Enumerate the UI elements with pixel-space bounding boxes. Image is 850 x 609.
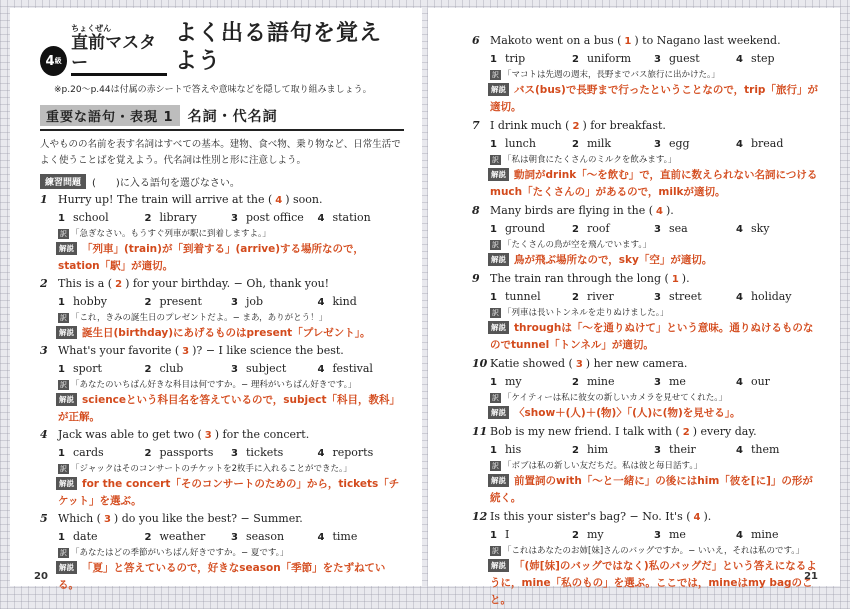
translation-label: 訳 [492, 71, 499, 79]
question-sentence [472, 508, 818, 526]
translation [472, 68, 818, 82]
choice-option: 1 sport [58, 362, 102, 375]
choice-row [40, 360, 404, 378]
choice-option: 3 guest [654, 52, 700, 65]
choice-option: 4 them [736, 443, 780, 456]
right-page [428, 8, 840, 606]
question-sentence [472, 270, 818, 288]
section-title: 名詞・代名詞 [187, 108, 278, 125]
translation-text: 「これ，きみの誕生日のプレゼントだよ。− まあ，ありがとう！」 [71, 313, 328, 323]
translation-label: 訳 [492, 462, 499, 470]
choice-row [472, 135, 818, 153]
translation [472, 459, 818, 473]
explanation-label: 解説 [488, 474, 509, 487]
choice-option: 1 hobby [58, 295, 107, 308]
translation-label: 訳 [492, 241, 499, 249]
choice-option: 2 my [572, 528, 604, 541]
explanation-text: scienceという科目名を答えているので，subject「科目，教科」が正解。 [58, 394, 401, 423]
question-sentence [472, 117, 818, 135]
choice-option: 3 their [654, 443, 696, 456]
question-text-after: ) her new camera. [585, 357, 688, 370]
page-number-right: 21 [804, 571, 818, 582]
choice-option: 1 lunch [490, 137, 536, 150]
choice-option: 1 trip [490, 52, 526, 65]
page-number-left: 20 [34, 571, 48, 582]
question-item [472, 202, 818, 269]
explanation [472, 252, 818, 269]
choice-option: 3 subject [231, 362, 287, 375]
answer-number: 1 [624, 36, 632, 47]
question-text-after: ) every day. [692, 425, 757, 438]
explanation-label: 解説 [56, 477, 77, 490]
explanation-label: 解説 [488, 406, 509, 419]
choice-option: 3 tickets [231, 446, 284, 459]
translation-text: 「私は朝食にたくさんのミルクを飲みます。」 [503, 155, 677, 165]
translation [472, 544, 818, 558]
explanation-label: 解説 [488, 168, 509, 181]
choice-option: 4 our [736, 375, 770, 388]
choice-row [472, 50, 818, 68]
choice-row [472, 373, 818, 391]
question-number: 2 [40, 277, 48, 290]
left-page [10, 8, 422, 591]
choice-option: 2 roof [572, 222, 610, 235]
explanation [40, 476, 404, 510]
translation-text: 「ケイティーは私に彼女の新しいカメラを見せてくれた。」 [503, 393, 727, 403]
explanation-label: 解説 [488, 321, 509, 334]
question-item [40, 426, 404, 510]
translation-label: 訳 [492, 156, 499, 164]
question-text-before: Which ( [58, 512, 101, 525]
choice-row [472, 288, 818, 306]
choice-option: 2 milk [572, 137, 612, 150]
translation-label: 訳 [492, 394, 499, 402]
choice-row [40, 528, 404, 546]
translation [472, 391, 818, 405]
choice-row [472, 220, 818, 238]
answer-number: 4 [656, 206, 664, 217]
translation-text: 「あなたはどの季節がいちばん好きですか。− 夏です。」 [71, 548, 289, 558]
choice-option: 2 club [144, 362, 184, 375]
question-sentence [472, 355, 818, 373]
question-sentence [472, 32, 818, 50]
explanation-text: 「列車」(train)が「到着する」(arrive)する場所なので，station「駅」が適切。 [58, 243, 364, 272]
question-item [472, 270, 818, 354]
question-text-before: Bob is my new friend. I talk with ( [490, 425, 680, 438]
question-number: 10 [472, 357, 488, 370]
translation [472, 153, 818, 167]
translation-label: 訳 [60, 230, 67, 238]
answer-number: 3 [204, 430, 212, 441]
question-number: 1 [40, 193, 48, 206]
choice-row [472, 526, 818, 544]
answer-number: 1 [671, 274, 679, 285]
translation-label: 訳 [492, 309, 499, 317]
choice-option: 2 him [572, 443, 609, 456]
question-text-before: Hurry up! The train will arrive at the ( [58, 193, 273, 206]
choice-option: 3 post office [231, 211, 304, 224]
explanation-text: 「(姉[妹]のバッグではなく)私のバッグだ」という答えになるように，mine「私のもの」を選ぶ。ここでは，mineはmy bagのこと。 [490, 560, 817, 606]
translation [40, 462, 404, 476]
choice-row [40, 209, 404, 227]
explanation-label: 解説 [56, 242, 77, 255]
explanation-label: 解説 [488, 559, 509, 572]
choice-row [40, 293, 404, 311]
choice-option: 2 river [572, 290, 614, 303]
choice-option: 1 ground [490, 222, 546, 235]
question-sentence [40, 510, 404, 528]
translation-text: 「たくさんの鳥が空を飛んでいます。」 [503, 240, 652, 250]
question-number: 5 [40, 512, 48, 525]
question-sentence [40, 342, 404, 360]
choice-option: 3 me [654, 375, 686, 388]
question-sentence [472, 202, 818, 220]
answer-number: 2 [572, 121, 580, 132]
explanation-label: 解説 [56, 561, 77, 574]
question-text-before: The train ran through the long ( [490, 272, 669, 285]
choice-option: 3 street [654, 290, 702, 303]
translation-label: 訳 [60, 465, 67, 473]
translation-label: 訳 [60, 314, 67, 322]
question-item [472, 32, 818, 116]
explanation-text: throughは「～を通りぬけて」という意味。通りぬけるものなのでtunnel「トンネル」が適切。 [490, 322, 814, 351]
choice-option: 3 job [231, 295, 264, 308]
choice-option: 4 station [317, 211, 371, 224]
explanation-text: 鳥が飛ぶ場所なので，sky「空」が適切。 [514, 254, 713, 266]
question-text-before: Is this your sister's bag? − No. It's ( [490, 510, 691, 523]
explanation-text: バス(bus)で長野まで行ったということなので，trip「旅行」が適切。 [490, 84, 818, 113]
choice-option: 1 I [490, 528, 510, 541]
choice-option: 2 mine [572, 375, 615, 388]
practice-instruction: ( )に入る語句を選びなさい。 [92, 178, 240, 189]
choice-option: 3 egg [654, 137, 690, 150]
question-text-after: ) soon. [285, 193, 323, 206]
translation-label: 訳 [60, 549, 67, 557]
choice-option: 4 time [317, 530, 358, 543]
question-item [472, 355, 818, 422]
question-item [472, 117, 818, 201]
question-text-after: ) for the concert. [214, 428, 310, 441]
question-number: 3 [40, 344, 48, 357]
choice-option: 3 sea [654, 222, 688, 235]
red-sheet-note: ※p.20～p.44は付属の赤シートで答えや意味などを隠して取り組みましょう。 [54, 85, 372, 95]
question-text-after: ). [666, 204, 674, 217]
choice-option: 1 school [58, 211, 109, 224]
answer-number: 4 [693, 512, 701, 523]
choice-option: 3 me [654, 528, 686, 541]
question-text-before: What's your favorite ( [58, 344, 180, 357]
question-text-before: Jack was able to get two ( [58, 428, 202, 441]
choice-option: 1 my [490, 375, 522, 388]
question-number: 9 [472, 272, 480, 285]
translation [40, 546, 404, 560]
choice-option: 1 tunnel [490, 290, 541, 303]
choice-option: 2 passports [144, 446, 214, 459]
left-question-list [40, 191, 404, 594]
explanation [40, 241, 404, 275]
right-question-list [472, 32, 818, 609]
explanation-text: 〈show＋(人)＋(物)〉「(人)に(物)を見せる」。 [514, 407, 741, 419]
translation [472, 306, 818, 320]
question-text-before: Many birds are flying in the ( [490, 204, 654, 217]
answer-number: 4 [275, 195, 283, 206]
choice-option: 1 his [490, 443, 522, 456]
chapter-header [40, 20, 404, 76]
choice-option: 4 holiday [736, 290, 792, 303]
translation-text: 「ジャックはそのコンサートのチケットを2枚手に入れることができた。」 [71, 464, 352, 474]
translation [40, 227, 404, 241]
translation-text: 「マコトは先週の週末，長野までバス旅行に出かけた。」 [503, 70, 720, 80]
explanation-text: 動詞がdrink「～を飲む」で，直前に数えられない名詞につけるmuch「たくさんの」があるので，milkが適切。 [490, 169, 818, 198]
choice-option: 4 reports [317, 446, 374, 459]
translation-text: 「ボブは私の新しい友だちだ。私は彼と毎日話す。」 [503, 461, 703, 471]
explanation-text: 前置詞のwith「～と一緒に」の後にはhim「彼を[に]」の形が続く。 [490, 475, 813, 504]
question-item [40, 275, 404, 342]
explanation [472, 473, 818, 507]
choice-option: 2 library [144, 211, 197, 224]
choice-row [40, 444, 404, 462]
explanation [472, 558, 818, 609]
question-sentence [40, 191, 404, 209]
explanation [472, 405, 818, 422]
answer-number: 2 [115, 279, 123, 290]
question-number: 11 [472, 425, 488, 438]
answer-number: 3 [103, 514, 111, 525]
question-number: 6 [472, 34, 480, 47]
explanation [40, 560, 404, 594]
choice-option: 4 sky [736, 222, 770, 235]
explanation-label: 解説 [56, 326, 77, 339]
translation [40, 378, 404, 392]
question-text-after: ). [703, 510, 712, 523]
translation-text: 「急ぎなさい。もうすぐ列車が駅に到着しますよ。」 [71, 229, 271, 239]
explanation-label: 解説 [488, 253, 509, 266]
section-label: 重要な語句・表現 1 [40, 105, 180, 126]
question-text-after: ) do you like the best? − Summer. [113, 512, 303, 525]
question-text-after: )? − I like science the best. [192, 344, 344, 357]
translation-text: 「あなたのいちばん好きな科目は何ですか。− 理科がいちばん好きです。」 [71, 380, 357, 390]
choice-option: 2 present [144, 295, 202, 308]
choice-option: 3 season [231, 530, 285, 543]
chapter-ribbon: ちょくぜん 直前マスター [71, 24, 167, 76]
question-item [40, 191, 404, 275]
explanation [40, 325, 404, 342]
choice-option: 4 bread [736, 137, 784, 150]
translation-text: 「列車は長いトンネルを走りぬけました。」 [503, 308, 669, 318]
grade-badge: 4 級 [40, 46, 67, 76]
explanation [472, 82, 818, 116]
choice-option: 1 date [58, 530, 98, 543]
choice-option: 4 step [736, 52, 775, 65]
question-item [472, 423, 818, 507]
choice-option: 4 mine [736, 528, 779, 541]
question-text-after: ) for your birthday. − Oh, thank you! [125, 277, 330, 290]
practice-tag: 練習問題 [40, 174, 86, 189]
question-text-after: ). [681, 272, 690, 285]
question-item [40, 342, 404, 426]
question-sentence [40, 275, 404, 293]
translation-label: 訳 [60, 381, 67, 389]
explanation-label: 解説 [488, 83, 509, 96]
explanation [472, 167, 818, 201]
question-number: 4 [40, 428, 48, 441]
choice-option: 2 weather [144, 530, 206, 543]
choice-option: 1 cards [58, 446, 104, 459]
question-text-before: This is a ( [58, 277, 113, 290]
question-item [40, 510, 404, 594]
translation [40, 311, 404, 325]
choice-option: 2 uniform [572, 52, 632, 65]
translation-label: 訳 [492, 547, 499, 555]
question-number: 7 [472, 119, 480, 132]
section-intro: 人やものの名前を表す名詞はすべての基本。建物、食べ物、乗り物など、日常生活でよく使うことばを覚えよう。代名詞は性別と形に注意しよう。 [40, 139, 401, 166]
explanation-label: 解説 [56, 393, 77, 406]
section-heading [40, 103, 404, 131]
choice-option: 4 festival [317, 362, 373, 375]
choice-option: 4 kind [317, 295, 357, 308]
choice-row [472, 441, 818, 459]
explanation-text: 誕生日(birthday)にあげるものはpresent「プレゼント」。 [82, 327, 371, 339]
question-text-before: Makoto went on a bus ( [490, 34, 622, 47]
explanation [472, 320, 818, 354]
explanation-text: 「夏」と答えているので，好きなseason「季節」をたずねている。 [58, 562, 386, 591]
question-item [472, 508, 818, 609]
question-number: 12 [472, 510, 488, 523]
answer-number: 3 [182, 346, 190, 357]
question-text-after: ) to Nagano last weekend. [634, 34, 781, 47]
translation-text: 「これはあなたのお姉[妹]さんのバッグですか。− いいえ，それは私のです。」 [503, 546, 805, 556]
practice-header [40, 174, 404, 189]
answer-number: 2 [682, 427, 690, 438]
answer-number: 3 [575, 359, 583, 370]
question-text-after: ) for breakfast. [582, 119, 666, 132]
question-sentence [472, 423, 818, 441]
question-text-before: I drink much ( [490, 119, 570, 132]
page-title: よく出る語句を覚えよう [175, 21, 383, 74]
translation [472, 238, 818, 252]
question-text-before: Katie showed ( [490, 357, 573, 370]
question-sentence [40, 426, 404, 444]
explanation [40, 392, 404, 426]
question-number: 8 [472, 204, 480, 217]
explanation-text: for the concert「そのコンサートのための」から，tickets「チケット」を選ぶ。 [58, 478, 400, 507]
